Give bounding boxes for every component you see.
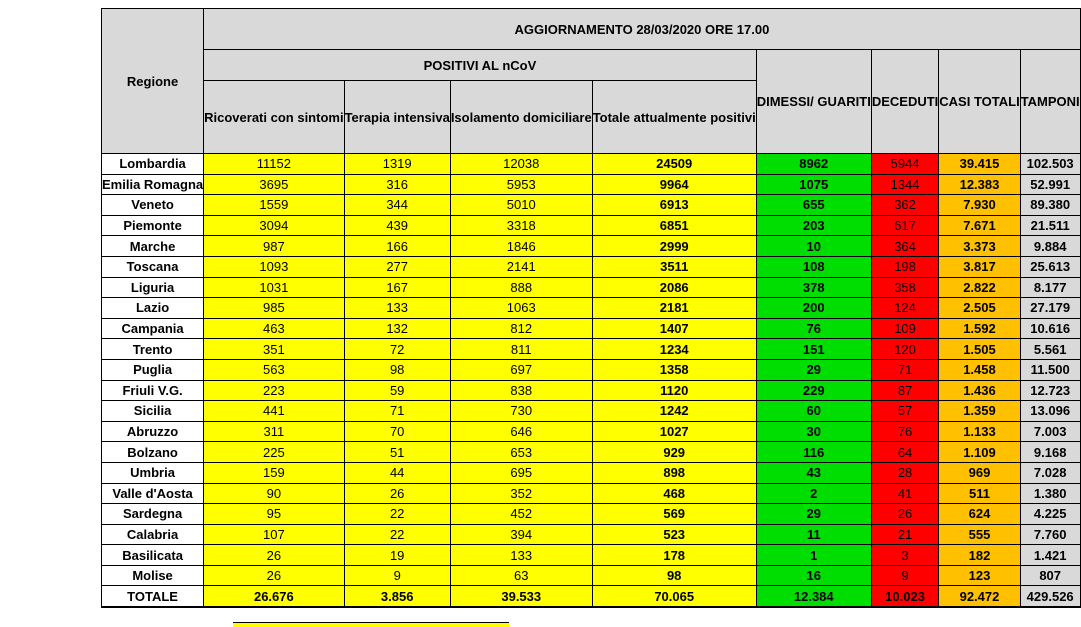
ricoverati-cell: 225 xyxy=(204,442,344,463)
totale-cell: 929 xyxy=(592,442,756,463)
dimessi-cell: 30 xyxy=(756,421,871,442)
dimessi-cell: 200 xyxy=(756,298,871,319)
ricoverati-cell: 223 xyxy=(204,380,344,401)
dimessi-cell: 43 xyxy=(756,462,871,483)
deceduti-cell: 1344 xyxy=(871,174,938,195)
tamponi-cell: 9.168 xyxy=(1020,442,1080,463)
tamponi-cell: 429.526 xyxy=(1020,586,1080,608)
dimessi-cell: 229 xyxy=(756,380,871,401)
casi-cell: 182 xyxy=(939,545,1020,566)
region-cell: Calabria xyxy=(102,524,204,545)
table-row xyxy=(102,380,1081,401)
region-cell: Liguria xyxy=(102,277,204,298)
ricoverati-cell: 441 xyxy=(204,401,344,422)
table-row xyxy=(102,154,1081,175)
table-row xyxy=(102,339,1081,360)
region-cell: Trento xyxy=(102,339,204,360)
casi-cell: 1.505 xyxy=(939,339,1020,360)
isolamento-cell: 812 xyxy=(450,318,592,339)
deceduti-cell: 198 xyxy=(871,256,938,277)
totale-cell: 9964 xyxy=(592,174,756,195)
deceduti-cell: 41 xyxy=(871,483,938,504)
region-cell: Lombardia xyxy=(102,154,204,175)
isolamento-cell: 697 xyxy=(450,359,592,380)
dimessi-cell: 12.384 xyxy=(756,586,871,608)
deceduti-cell: 364 xyxy=(871,236,938,257)
table-row xyxy=(102,524,1081,545)
isolamento-header: Isolamento domiciliare xyxy=(450,81,592,154)
totale-positivi-header: Totale attualmente positivi xyxy=(592,81,756,154)
tamponi-cell: 1.380 xyxy=(1020,483,1080,504)
terapia-cell: 9 xyxy=(344,565,450,586)
casi-cell: 2.822 xyxy=(939,277,1020,298)
region-cell: Valle d'Aosta xyxy=(102,483,204,504)
isolamento-cell: 1063 xyxy=(450,298,592,319)
totale-cell: 2086 xyxy=(592,277,756,298)
totale-cell: 2999 xyxy=(592,236,756,257)
totale-cell: 178 xyxy=(592,545,756,566)
totale-cell: 569 xyxy=(592,504,756,525)
region-cell: Piemonte xyxy=(102,215,204,236)
casi-cell: 92.472 xyxy=(939,586,1020,608)
table-row xyxy=(102,277,1081,298)
deceduti-cell: 9 xyxy=(871,565,938,586)
dimessi-cell: 108 xyxy=(756,256,871,277)
totale-cell: 1358 xyxy=(592,359,756,380)
covid-table xyxy=(101,8,1081,608)
totale-cell: 468 xyxy=(592,483,756,504)
deceduti-cell: 76 xyxy=(871,421,938,442)
isolamento-cell: 646 xyxy=(450,421,592,442)
ricoverati-cell: 463 xyxy=(204,318,344,339)
table-row xyxy=(102,462,1081,483)
casi-cell: 1.436 xyxy=(939,380,1020,401)
table-row xyxy=(102,298,1081,319)
table-row xyxy=(102,215,1081,236)
terapia-cell: 71 xyxy=(344,401,450,422)
terapia-cell: 439 xyxy=(344,215,450,236)
tamponi-header: TAMPONI xyxy=(1020,50,1080,154)
tamponi-cell: 5.561 xyxy=(1020,339,1080,360)
isolamento-cell: 5953 xyxy=(450,174,592,195)
isolamento-cell: 2141 xyxy=(450,256,592,277)
isolamento-cell: 394 xyxy=(450,524,592,545)
deceduti-cell: 120 xyxy=(871,339,938,360)
casi-cell: 12.383 xyxy=(939,174,1020,195)
dimessi-cell: 203 xyxy=(756,215,871,236)
tamponi-cell: 807 xyxy=(1020,565,1080,586)
casi-cell: 123 xyxy=(939,565,1020,586)
dimessi-cell: 8962 xyxy=(756,154,871,175)
deceduti-cell: 26 xyxy=(871,504,938,525)
totale-cell: 523 xyxy=(592,524,756,545)
casi-cell: 7.671 xyxy=(939,215,1020,236)
isolamento-cell: 695 xyxy=(450,462,592,483)
table-row xyxy=(102,421,1081,442)
tamponi-cell: 7.003 xyxy=(1020,421,1080,442)
casi-cell: 1.458 xyxy=(939,359,1020,380)
terapia-cell: 3.856 xyxy=(344,586,450,608)
table-row xyxy=(102,236,1081,257)
totale-cell: 6851 xyxy=(592,215,756,236)
deceduti-cell: 87 xyxy=(871,380,938,401)
casi-totali-header: CASI TOTALI xyxy=(939,50,1020,154)
tamponi-cell: 12.723 xyxy=(1020,380,1080,401)
isolamento-cell: 452 xyxy=(450,504,592,525)
dimessi-cell: 655 xyxy=(756,195,871,216)
total-row xyxy=(102,586,1081,608)
terapia-cell: 277 xyxy=(344,256,450,277)
table-row xyxy=(102,318,1081,339)
isolamento-cell: 12038 xyxy=(450,154,592,175)
isolamento-cell: 888 xyxy=(450,277,592,298)
terapia-cell: 22 xyxy=(344,524,450,545)
ricoverati-cell: 311 xyxy=(204,421,344,442)
ricoverati-cell: 11152 xyxy=(204,154,344,175)
casi-cell: 969 xyxy=(939,462,1020,483)
deceduti-cell: 10.023 xyxy=(871,586,938,608)
tamponi-cell: 21.511 xyxy=(1020,215,1080,236)
ricoverati-cell: 26.676 xyxy=(204,586,344,608)
totale-cell: 898 xyxy=(592,462,756,483)
tamponi-cell: 11.500 xyxy=(1020,359,1080,380)
casi-cell: 511 xyxy=(939,483,1020,504)
isolamento-cell: 352 xyxy=(450,483,592,504)
totale-cell: 3511 xyxy=(592,256,756,277)
table-row xyxy=(102,195,1081,216)
region-cell: Veneto xyxy=(102,195,204,216)
tamponi-cell: 7.760 xyxy=(1020,524,1080,545)
table-row xyxy=(102,442,1081,463)
casi-cell: 39.415 xyxy=(939,154,1020,175)
region-cell: Umbria xyxy=(102,462,204,483)
positivi-group-header: POSITIVI AL nCoV xyxy=(204,50,757,81)
deceduti-cell: 3 xyxy=(871,545,938,566)
casi-cell: 555 xyxy=(939,524,1020,545)
casi-cell: 1.133 xyxy=(939,421,1020,442)
dimessi-cell: 2 xyxy=(756,483,871,504)
totale-cell: 1407 xyxy=(592,318,756,339)
isolamento-cell: 5010 xyxy=(450,195,592,216)
casi-cell: 624 xyxy=(939,504,1020,525)
terapia-cell: 98 xyxy=(344,359,450,380)
region-cell: Bolzano xyxy=(102,442,204,463)
terapia-cell: 51 xyxy=(344,442,450,463)
region-cell: Basilicata xyxy=(102,545,204,566)
totale-cell: 1242 xyxy=(592,401,756,422)
terapia-cell: 44 xyxy=(344,462,450,483)
deceduti-cell: 64 xyxy=(871,442,938,463)
ricoverati-cell: 90 xyxy=(204,483,344,504)
dimessi-cell: 29 xyxy=(756,359,871,380)
ricoverati-cell: 26 xyxy=(204,565,344,586)
ricoverati-cell: 1559 xyxy=(204,195,344,216)
ricoverati-header: Ricoverati con sintomi xyxy=(204,81,344,154)
deceduti-cell: 109 xyxy=(871,318,938,339)
totale-cell: 24509 xyxy=(592,154,756,175)
casi-cell: 7.930 xyxy=(939,195,1020,216)
tamponi-cell: 27.179 xyxy=(1020,298,1080,319)
isolamento-cell: 133 xyxy=(450,545,592,566)
terapia-cell: 344 xyxy=(344,195,450,216)
totale-cell: 1234 xyxy=(592,339,756,360)
isolamento-cell: 811 xyxy=(450,339,592,360)
covid-report xyxy=(101,8,1081,608)
table-row xyxy=(102,359,1081,380)
region-cell: Friuli V.G. xyxy=(102,380,204,401)
region-cell: Sardegna xyxy=(102,504,204,525)
table-row xyxy=(102,483,1081,504)
dimessi-cell: 29 xyxy=(756,504,871,525)
ricoverati-cell: 3695 xyxy=(204,174,344,195)
dimessi-cell: 378 xyxy=(756,277,871,298)
tamponi-cell: 89.380 xyxy=(1020,195,1080,216)
dimessi-header: DIMESSI/ GUARITI xyxy=(756,50,871,154)
ricoverati-cell: 1093 xyxy=(204,256,344,277)
isolamento-cell: 1846 xyxy=(450,236,592,257)
table-row xyxy=(102,545,1081,566)
tamponi-cell: 8.177 xyxy=(1020,277,1080,298)
terapia-cell: 132 xyxy=(344,318,450,339)
dimessi-cell: 1075 xyxy=(756,174,871,195)
ricoverati-cell: 1031 xyxy=(204,277,344,298)
isolamento-cell: 39.533 xyxy=(450,586,592,608)
casi-cell: 3.373 xyxy=(939,236,1020,257)
totale-cell: 2181 xyxy=(592,298,756,319)
region-cell: Emilia Romagna xyxy=(102,174,204,195)
terapia-cell: 72 xyxy=(344,339,450,360)
dimessi-cell: 60 xyxy=(756,401,871,422)
tamponi-cell: 52.991 xyxy=(1020,174,1080,195)
table-row xyxy=(102,174,1081,195)
region-cell: Sicilia xyxy=(102,401,204,422)
deceduti-cell: 5944 xyxy=(871,154,938,175)
isolamento-cell: 63 xyxy=(450,565,592,586)
ricoverati-cell: 985 xyxy=(204,298,344,319)
region-cell: Lazio xyxy=(102,298,204,319)
dimessi-cell: 11 xyxy=(756,524,871,545)
ricoverati-cell: 26 xyxy=(204,545,344,566)
region-cell: Molise xyxy=(102,565,204,586)
table-row xyxy=(102,565,1081,586)
region-cell: TOTALE xyxy=(102,586,204,608)
ricoverati-cell: 159 xyxy=(204,462,344,483)
ricoverati-cell: 563 xyxy=(204,359,344,380)
totale-cell: 98 xyxy=(592,565,756,586)
isolamento-cell: 730 xyxy=(450,401,592,422)
isolamento-cell: 653 xyxy=(450,442,592,463)
totale-cell: 1027 xyxy=(592,421,756,442)
tamponi-cell: 25.613 xyxy=(1020,256,1080,277)
deceduti-cell: 21 xyxy=(871,524,938,545)
totale-cell: 1120 xyxy=(592,380,756,401)
tamponi-cell: 10.616 xyxy=(1020,318,1080,339)
casi-cell: 1.359 xyxy=(939,401,1020,422)
isolamento-cell: 3318 xyxy=(450,215,592,236)
table-row xyxy=(102,504,1081,525)
terapia-cell: 166 xyxy=(344,236,450,257)
ricoverati-cell: 987 xyxy=(204,236,344,257)
tamponi-cell: 1.421 xyxy=(1020,545,1080,566)
terapia-cell: 70 xyxy=(344,421,450,442)
terapia-cell: 1319 xyxy=(344,154,450,175)
deceduti-cell: 28 xyxy=(871,462,938,483)
deceduti-cell: 617 xyxy=(871,215,938,236)
dimessi-cell: 10 xyxy=(756,236,871,257)
casi-cell: 1.592 xyxy=(939,318,1020,339)
table-body xyxy=(102,154,1081,608)
deceduti-header: DECEDUTI xyxy=(871,50,938,154)
report-title: AGGIORNAMENTO 28/03/2020 ORE 17.00 xyxy=(204,9,1081,50)
deceduti-cell: 71 xyxy=(871,359,938,380)
region-cell: Puglia xyxy=(102,359,204,380)
tamponi-cell: 7.028 xyxy=(1020,462,1080,483)
terapia-header: Terapia intensiva xyxy=(344,81,450,154)
tamponi-cell: 4.225 xyxy=(1020,504,1080,525)
deceduti-cell: 362 xyxy=(871,195,938,216)
isolamento-cell: 838 xyxy=(450,380,592,401)
table-row xyxy=(102,256,1081,277)
region-cell: Abruzzo xyxy=(102,421,204,442)
next-table-edge xyxy=(233,622,509,627)
region-header: Regione xyxy=(102,9,204,154)
dimessi-cell: 76 xyxy=(756,318,871,339)
tamponi-cell: 13.096 xyxy=(1020,401,1080,422)
terapia-cell: 19 xyxy=(344,545,450,566)
deceduti-cell: 124 xyxy=(871,298,938,319)
casi-cell: 2.505 xyxy=(939,298,1020,319)
dimessi-cell: 16 xyxy=(756,565,871,586)
dimessi-cell: 151 xyxy=(756,339,871,360)
terapia-cell: 59 xyxy=(344,380,450,401)
tamponi-cell: 9.884 xyxy=(1020,236,1080,257)
ricoverati-cell: 95 xyxy=(204,504,344,525)
terapia-cell: 133 xyxy=(344,298,450,319)
region-cell: Toscana xyxy=(102,256,204,277)
terapia-cell: 26 xyxy=(344,483,450,504)
dimessi-cell: 1 xyxy=(756,545,871,566)
tamponi-cell: 102.503 xyxy=(1020,154,1080,175)
deceduti-cell: 57 xyxy=(871,401,938,422)
totale-cell: 6913 xyxy=(592,195,756,216)
ricoverati-cell: 3094 xyxy=(204,215,344,236)
terapia-cell: 316 xyxy=(344,174,450,195)
table-row xyxy=(102,401,1081,422)
region-cell: Marche xyxy=(102,236,204,257)
terapia-cell: 167 xyxy=(344,277,450,298)
terapia-cell: 22 xyxy=(344,504,450,525)
casi-cell: 3.817 xyxy=(939,256,1020,277)
ricoverati-cell: 351 xyxy=(204,339,344,360)
region-cell: Campania xyxy=(102,318,204,339)
totale-cell: 70.065 xyxy=(592,586,756,608)
deceduti-cell: 358 xyxy=(871,277,938,298)
ricoverati-cell: 107 xyxy=(204,524,344,545)
dimessi-cell: 116 xyxy=(756,442,871,463)
casi-cell: 1.109 xyxy=(939,442,1020,463)
